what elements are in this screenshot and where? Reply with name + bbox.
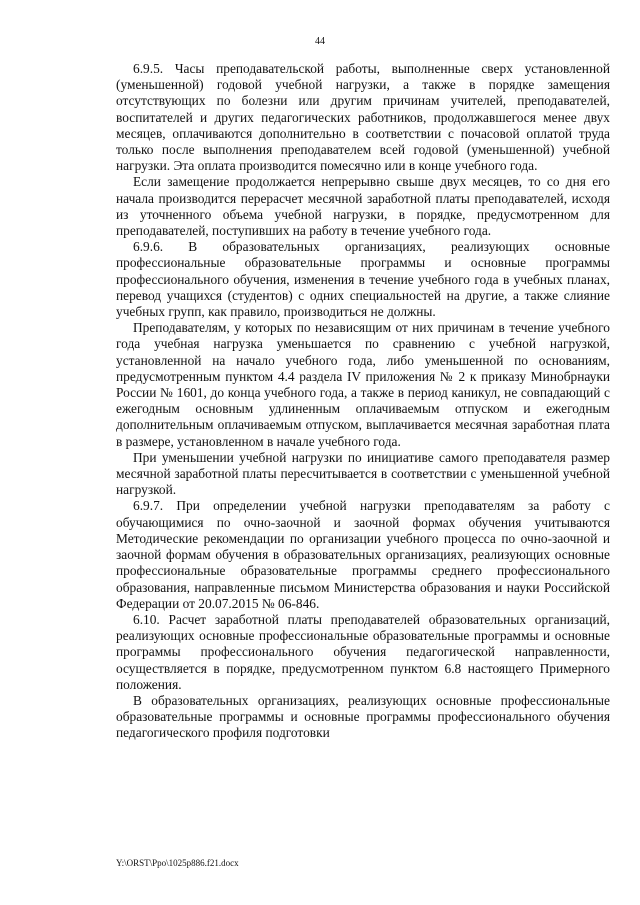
paragraph-pedagogical: В образовательных организациях, реализующих основные профессиональные образовательные программы и основные программы профессионального обучения педагогического профиля подготовки: [116, 692, 610, 741]
paragraph-load-reduction: Преподавателям, у которых по независящим от них причинам в течение учебного года учебная нагрузка уменьшается по сравнению с учебной нагрузкой, установленной на начало учебного года, либо уменьшенной по основаниям, предусмотренным пунктом 4.4 раздела IV приложения № 2 к приказу Минобрнауки России № 1601, до конца учебного года, а также в период каникул, не совпадающий с ежегодным основным удлиненным оплачиваемым отпуском и ежегодным дополнительным оплачиваемым отпуском, выплачивается месячная заработная плата в размере, установленном в начале учебного года.: [116, 320, 610, 449]
page-number: 44: [315, 36, 325, 47]
paragraph-6-9-6: 6.9.6. В образовательных организациях, реализующих основные профессиональные образовательные программы и основные программы профессионального обучения, изменения в течение учебного года в учебных планах, перевод учащихся (студентов) с одних специальностей на другие, а также слияние учебных групп, как правило, производиться не должны.: [116, 239, 610, 320]
paragraph-own-initiative: При уменьшении учебной нагрузки по инициативе самого преподавателя размер месячной заработной платы пересчитывается в соответствии с уменьшенной учебной нагрузкой.: [116, 449, 610, 498]
document-body: [116, 61, 610, 742]
paragraph-6-10: 6.10. Расчет заработной платы преподавателей образовательных организаций, реализующих основные профессиональные образовательные программы и основные программы профессионального обучения педагогической направленности, осуществляется в порядке, предусмотренном пунктом 6.8 настоящего Примерного положения.: [116, 611, 610, 692]
paragraph-6-9-5: 6.9.5. Часы преподавательской работы, выполненные сверх установленной (уменьшенной) годовой учебной нагрузки, а также в порядке замещения отсутствующих по болезни или другим причинам учителей, преподавателей, воспитателей и других педагогических работников, продолжавшегося менее двух месяцев, оплачиваются дополнительно в соответствии с почасовой оплатой труда только после выполнения преподавателем всей годовой (уменьшенной) учебной нагрузки. Эта оплата производится помесячно или в конце учебного года.: [116, 61, 610, 174]
paragraph-6-9-7: 6.9.7. При определении учебной нагрузки преподавателям за работу с обучающимися по очно-заочной и заочной формах обучения учитываются Методические рекомендации по организации учебного процесса по очно-заочной и заочной формам обучения в образовательных организациях, реализующих основные профессиональные образовательные программы среднего профессионального образования, направленные письмом Министерства образования и науки Российской Федерации от 20.07.2015 № 06-846.: [116, 498, 610, 611]
footer-file-path: Y:\ORST\Ppo\1025p886.f21.docx: [116, 858, 239, 868]
paragraph-replacement: Если замещение продолжается непрерывно свыше двух месяцев, то со дня его начала производится перерасчет месячной заработной платы преподавателей, исходя из уточненного объема учебной нагрузки, в порядке, предусмотренном для преподавателей, поступивших на работу в течение учебного года.: [116, 174, 610, 239]
